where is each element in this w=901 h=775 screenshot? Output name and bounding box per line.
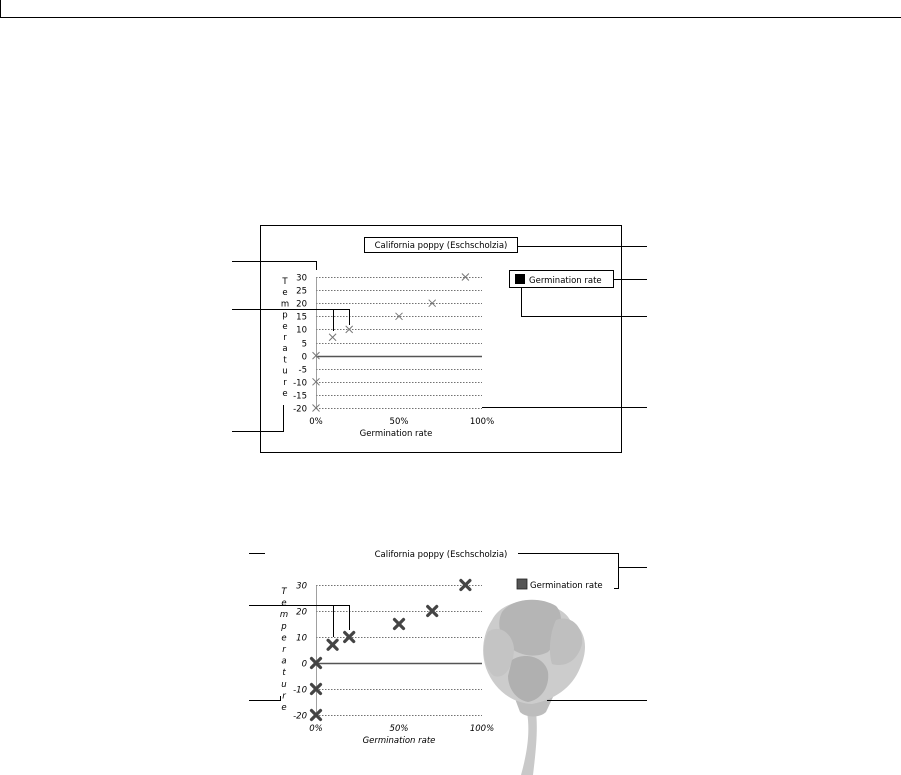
chart-2-y-axis-label-letter: m [279,610,289,621]
chart-1-y-axis-label-letter: a [282,344,288,355]
chart-2-y-axis-label-letter: T [281,587,287,597]
chart-1-y-axis-label-letter: r [283,377,287,388]
chart-2-y-ticks [293,582,307,722]
chart-2-y-tick-label: -20 [293,711,307,722]
chart-1-legend-label: Germination rate [529,276,602,286]
chart-2-data-point [428,607,437,616]
chart-2-legend-swatch [517,579,527,589]
chart-1-x-tick-label: 100% [469,417,495,427]
chart-2-y-axis-label-letter: e [281,633,287,644]
chart-1-y-tick-label: 20 [296,299,307,310]
chart-2-data-point [312,685,321,694]
chart-1-y-tick-label: -15 [293,391,307,402]
chart-2-x-tick-label: 100% [469,724,495,734]
chart-1-y-axis-label-letter: e [282,288,288,299]
chart-1-y-tick-label: 30 [296,273,307,284]
california-poppy-flower-image [483,600,585,775]
chart-1-x-tick-label: 0% [309,417,323,427]
chart-2-x-tick-label: 0% [309,724,323,734]
chart-2-gridlines [316,585,482,716]
chart-1-y-axis-label-letter: e [282,389,288,399]
chart-2-callout-lines [249,554,647,701]
chart-2-y-axis-label-letter: r [282,691,286,702]
chart-2-y-tick-label: 10 [296,633,307,644]
chart-2-y-tick-label: 30 [296,581,307,592]
chart-2-x-ticks [309,724,494,734]
chart-1-y-tick-label: 10 [296,325,307,336]
chart-2-y-axis-label-letter: e [281,703,287,713]
chart-2-y-axis-label-letter: a [281,656,287,667]
chart-2-data-point [312,711,321,720]
chart-2-y-axis-label-letter: t [282,668,286,679]
chart-1-y-axis-label-letter: e [282,321,288,332]
chart-1-y-tick-label: 25 [296,286,307,297]
chart-2-data-point [395,620,404,629]
chart-2-x-axis-label: Germination rate [362,736,436,746]
chart-1-y-tick-label: 15 [296,312,307,323]
chart-1-legend-swatch [515,274,525,284]
chart-2-y-tick-label: 0 [301,659,307,670]
chart-2-data-point [461,581,470,590]
chart-2-y-axis-label-letter: p [281,621,287,632]
chart-1-y-axis-label-letter: t [283,355,287,366]
chart-1-y-axis-label-letter: u [282,366,288,377]
chart-2-legend-label: Germination rate [530,581,603,591]
chart-1 [232,226,647,453]
chart-1-y-tick-label: -10 [293,378,307,389]
chart-2-y-axis-label-letter: u [281,679,287,690]
chart-1-y-tick-label: 0 [301,352,307,363]
chart-1-y-tick-label: -5 [298,365,307,376]
chart-1-title: California poppy (Eschscholzia) [374,241,508,251]
chart-1-y-axis-label-letter: T [282,277,288,287]
chart-1-x-axis-label: Germination rate [359,429,433,439]
chart-2-data-point [345,633,354,642]
chart-2-y-tick-label: 20 [296,607,307,618]
chart-1-y-tick-label: 5 [301,339,307,350]
chart-2-title: California poppy (Eschscholzia) [374,550,508,560]
chart-2-y-axis-label-letter: r [282,645,286,655]
chart-2-y-axis-label-letter: e [281,598,287,609]
chart-1-y-axis-label-letter: r [283,333,287,343]
chart-1-y-axis-label-letter: m [280,299,290,310]
chart-2-points [312,581,470,720]
chart-2-x-tick-label: 50% [389,724,409,734]
chart-1-y-tick-label: -20 [293,404,307,415]
chart-1-x-tick-label: 50% [389,417,409,427]
chart-2-y-tick-label: -10 [293,685,307,696]
chart-2-data-point [328,640,337,649]
chart-1-y-axis-label-letter: p [282,310,288,321]
chart-2 [249,550,647,775]
